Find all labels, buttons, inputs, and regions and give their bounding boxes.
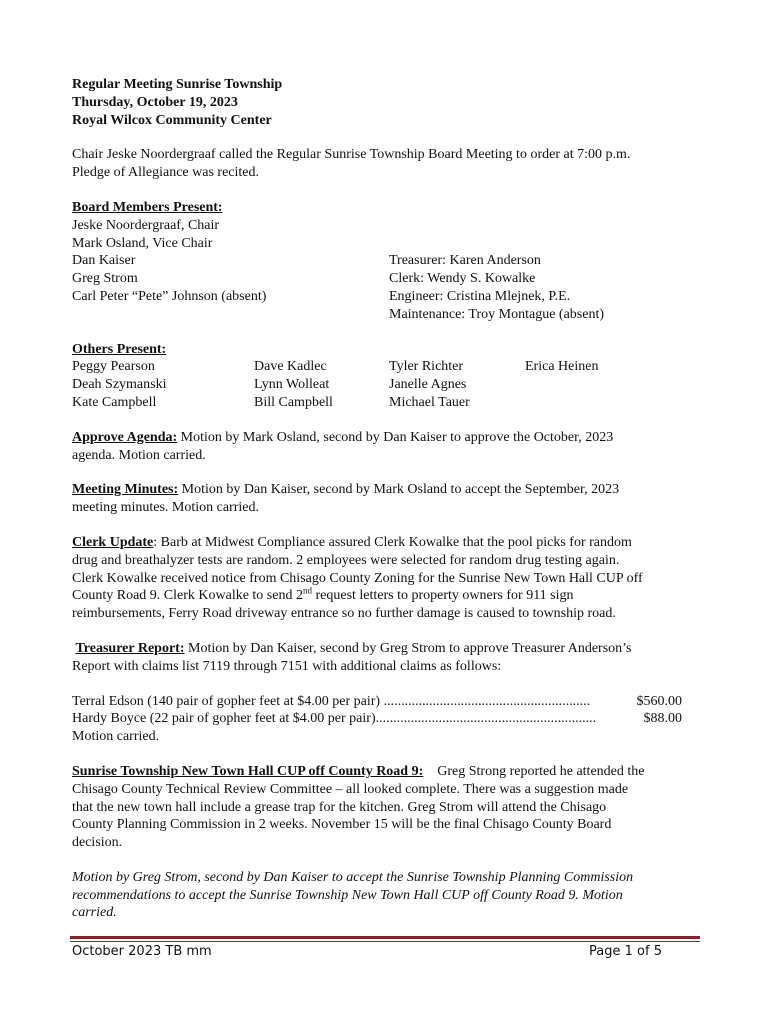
attendee-name: Michael Tauer <box>389 394 470 410</box>
meeting-minutes-text: Motion by Dan Kaiser, second by Mark Osland to accept the September, 2023 <box>178 482 620 498</box>
clerk-update-line: reimbursements, Ferry Road driveway entrance so no further damage is caused to township road. <box>72 606 616 622</box>
attendee-name: Janelle Agnes <box>389 377 467 393</box>
meeting-minutes-line: meeting minutes. Motion carried. <box>72 500 260 516</box>
treasurer-report-text: Motion by Dan Kaiser, second by Greg Strom to approve Treasurer Anderson’s <box>184 640 632 656</box>
officer-maintenance: Maintenance: Troy Montague (absent) <box>389 306 605 322</box>
cup-motion-line: carried. <box>72 905 117 921</box>
approve-agenda-section <box>72 429 698 465</box>
board-left-column <box>72 217 389 324</box>
meeting-minutes-section <box>72 481 698 517</box>
town-hall-cup-line: Chisago County Technical Review Committee – all looked complete. There was a suggestion made <box>72 781 629 797</box>
cup-motion-section <box>72 869 698 922</box>
board-member: Jeske Noordergraaf, Chair <box>72 217 220 233</box>
meeting-minutes-label: Meeting Minutes: <box>72 482 179 498</box>
treasurer-report-label: Treasurer Report: <box>75 640 185 656</box>
footer-rule <box>70 936 700 939</box>
board-members-heading: Board Members Present: <box>72 199 223 215</box>
attendee-name: Bill Campbell <box>254 394 333 410</box>
town-hall-cup-line: County Planning Commission in 2 weeks. November 15 will be the final Chisago County Board <box>72 817 612 833</box>
spacer <box>72 676 698 693</box>
claim-amount: $88.00 <box>643 711 682 727</box>
town-hall-cup-line: that the new town hall include a grease trap for the kitchen. Greg Strom will attend the Chisago <box>72 799 607 815</box>
treasurer-report-line: Report with claims list 7119 through 7151 with additional claims as follows: <box>72 658 502 674</box>
town-hall-cup-label: Sunrise Township New Town Hall CUP off County Road 9: <box>72 763 424 779</box>
opening-paragraph <box>72 146 698 182</box>
town-hall-cup-text: Greg Strong reported he attended the <box>423 763 645 779</box>
clerk-update-line: drug and breathalyzer tests are random. 2 employees were selected for random drug testing again. <box>72 552 620 568</box>
officer-treasurer: Treasurer: Karen Anderson <box>389 253 541 269</box>
attendee-name: Deah Szymanski <box>72 377 167 393</box>
attendee-name: Tyler Richter <box>389 359 464 375</box>
claim-row <box>72 693 682 711</box>
clerk-update-section <box>72 534 698 623</box>
board-member: Mark Osland, Vice Chair <box>72 235 213 251</box>
treasurer-report-section <box>72 640 698 746</box>
town-hall-cup-line: decision. <box>72 835 123 851</box>
others-present-section <box>72 341 698 412</box>
approve-agenda-line: agenda. Motion carried. <box>72 447 206 463</box>
board-right-column <box>389 217 698 324</box>
claim-amount: $560.00 <box>636 693 682 709</box>
clerk-update-line <box>72 534 698 552</box>
board-member: Dan Kaiser <box>72 253 136 269</box>
meeting-date: Thursday, October 19, 2023 <box>72 94 238 110</box>
board-members-grid <box>72 217 698 324</box>
attendee-name <box>525 394 698 412</box>
treasurer-report-line <box>72 640 698 658</box>
board-member: Greg Strom <box>72 271 138 287</box>
board-members-section <box>72 199 698 324</box>
ordinal-superscript: nd <box>302 585 312 596</box>
attendee-name: Dave Kadlec <box>254 359 327 375</box>
clerk-update-fragment: request letters to property owners for 911 sign <box>311 588 574 604</box>
others-present-grid <box>72 358 698 411</box>
cup-motion-line: Motion by Greg Strom, second by Dan Kaiser to accept the Sunrise Township Planning Commission <box>72 869 634 885</box>
others-present-heading: Others Present: <box>72 341 167 357</box>
officer-clerk: Clerk: Wendy S. Kowalke <box>389 271 536 287</box>
page-footer <box>72 944 662 959</box>
document-body <box>72 76 698 922</box>
footer-rule <box>70 941 700 942</box>
officer-spacer <box>389 235 698 253</box>
meeting-title: Regular Meeting Sunrise Township <box>72 77 283 92</box>
board-member: Carl Peter “Pete” Johnson (absent) <box>72 288 267 304</box>
pledge-line: Pledge of Allegiance was recited. <box>72 165 259 181</box>
claim-row <box>72 710 682 728</box>
clerk-update-fragment: County Road 9. Clerk Kowalke to send 2 <box>72 588 303 604</box>
clerk-update-line <box>72 587 698 605</box>
treasurer-motion-carried: Motion carried. <box>72 729 160 745</box>
attendee-name: Lynn Wolleat <box>254 377 330 393</box>
town-hall-cup-section <box>72 763 698 852</box>
clerk-update-text: : Barb at Midwest Compliance assured Clerk Kowalke that the pool picks for random <box>153 534 632 550</box>
call-to-order: Chair Jeske Noordergraaf called the Regular Sunrise Township Board Meeting to order at 7:00 p.m. <box>72 147 631 163</box>
clerk-update-line: Clerk Kowalke received notice from Chisago County Zoning for the Sunrise New Town Hall CUP off <box>72 570 643 586</box>
attendee-name: Erica Heinen <box>525 359 599 375</box>
meeting-header <box>72 76 698 129</box>
claim-description: Hardy Boyce (22 pair of gopher feet at $4.00 per pair)............................................................... <box>72 711 597 727</box>
attendee-name: Kate Campbell <box>72 394 157 410</box>
footer-document-label: October 2023 TB mm <box>72 944 212 959</box>
approve-agenda-text: Motion by Mark Osland, second by Dan Kaiser to approve the October, 2023 <box>177 429 614 445</box>
meeting-minutes-line <box>72 481 698 499</box>
approve-agenda-line <box>72 429 698 447</box>
officer-engineer: Engineer: Cristina Mlejnek, P.E. <box>389 288 571 304</box>
meeting-location: Royal Wilcox Community Center <box>72 112 272 128</box>
footer-page-number: Page 1 of 5 <box>589 944 662 959</box>
town-hall-cup-line <box>72 763 698 781</box>
claim-description: Terral Edson (140 pair of gopher feet at $4.00 per pair) ........................................................... <box>72 693 591 709</box>
cup-motion-line: recommendations to accept the Sunrise Township New Town Hall CUP off County Road 9. Motion <box>72 887 623 903</box>
attendee-name <box>525 376 698 394</box>
clerk-update-label: Clerk Update <box>72 534 154 550</box>
attendee-name: Peggy Pearson <box>72 359 155 375</box>
approve-agenda-label: Approve Agenda: <box>72 429 178 445</box>
officer-spacer <box>389 217 698 235</box>
